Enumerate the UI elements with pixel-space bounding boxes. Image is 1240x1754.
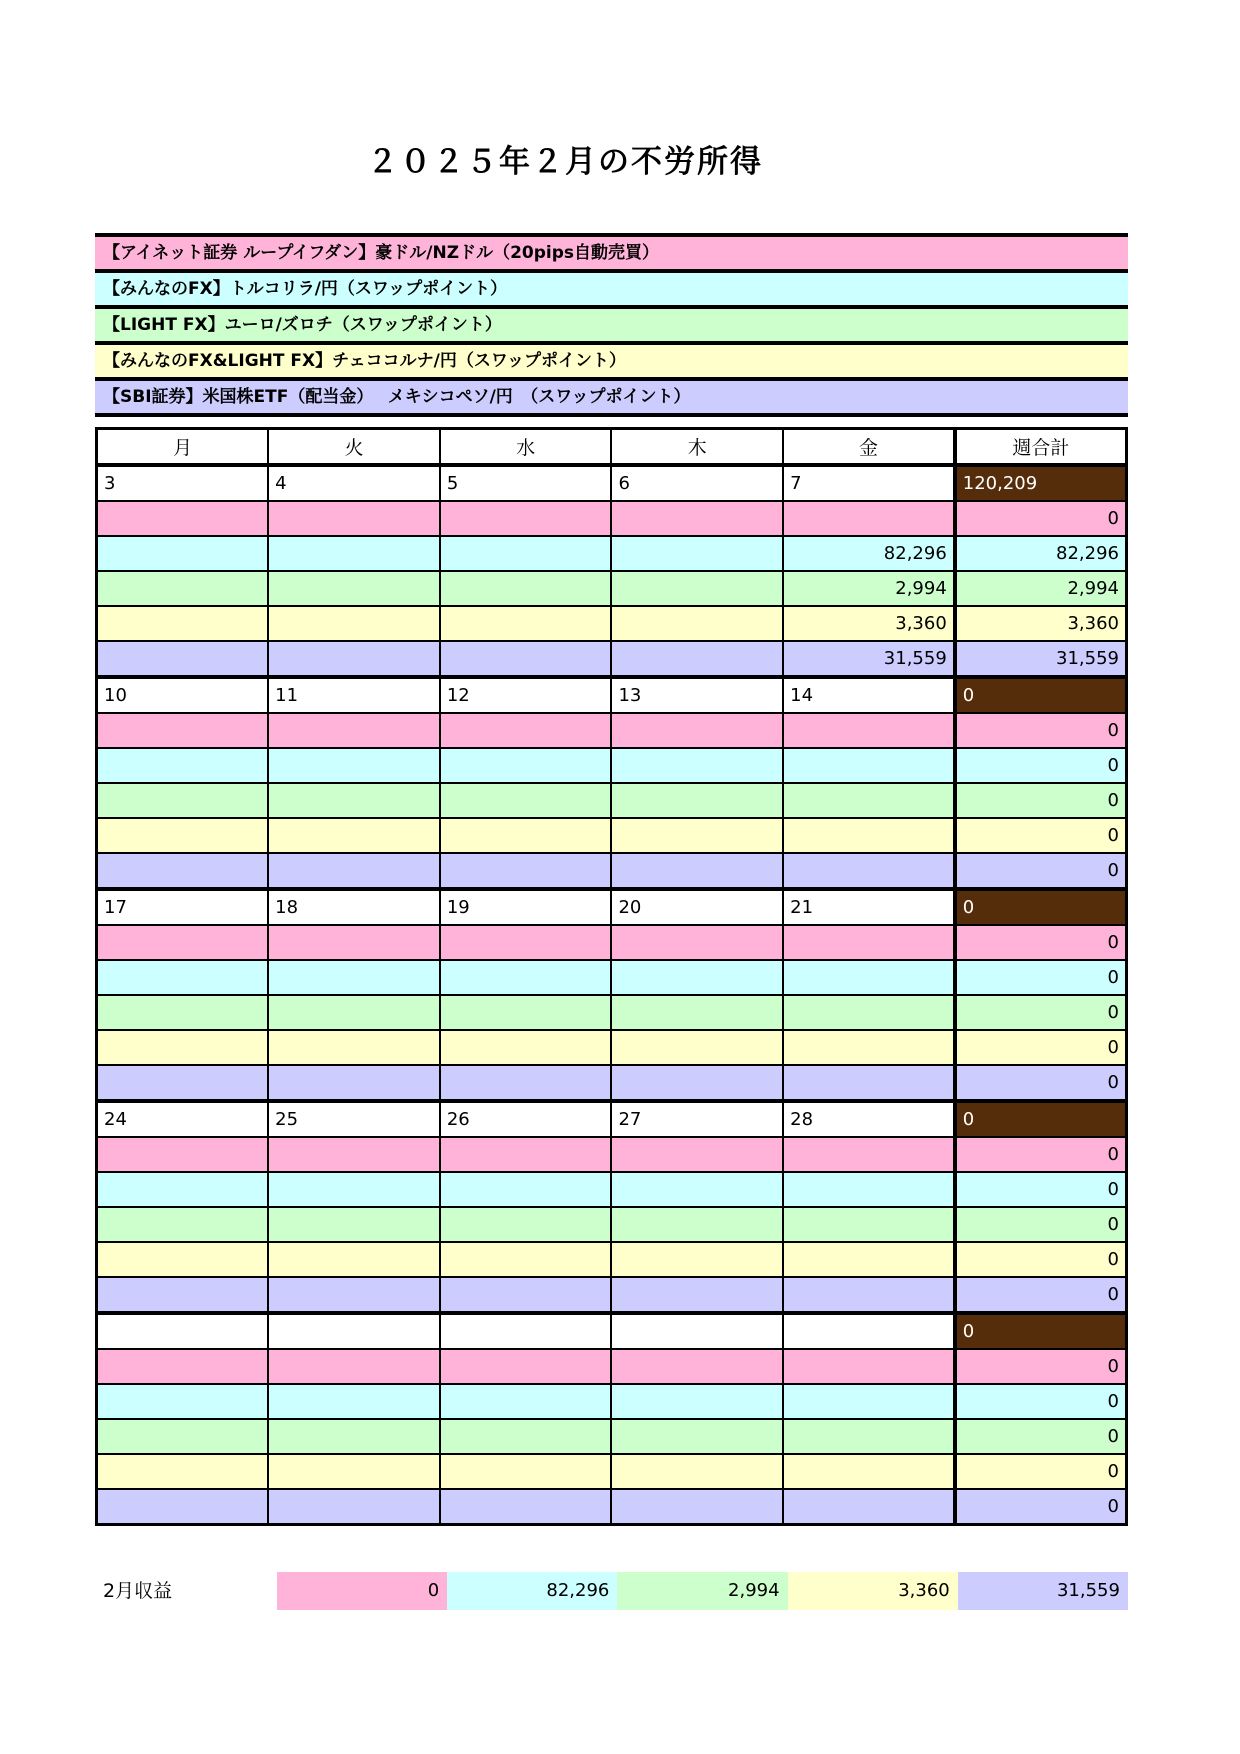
- green-week-total-cell: 0: [955, 1207, 1127, 1242]
- purple-value-cell: [97, 853, 269, 889]
- yellow-value-cell: [440, 1242, 612, 1277]
- pink-value-cell: [97, 713, 269, 748]
- cyan-value-cell: [611, 1384, 783, 1419]
- week-3-purple-row: [97, 1065, 1127, 1101]
- week-4-cyan-row: [97, 1172, 1127, 1207]
- yellow-week-total-cell: 0: [955, 1454, 1127, 1489]
- day-cell: 6: [611, 465, 783, 501]
- legend-item-cyan: 【みんなのFX】トルコリラ/円（スワップポイント）: [95, 273, 1128, 309]
- purple-value-cell: [783, 1489, 955, 1525]
- pink-value-cell: [268, 501, 440, 536]
- yellow-week-total-cell: 0: [955, 1030, 1127, 1065]
- yellow-value-cell: [783, 1454, 955, 1489]
- cyan-value-cell: [783, 1384, 955, 1419]
- green-value-cell: [97, 1207, 269, 1242]
- day-cell: 7: [783, 465, 955, 501]
- day-cell: [783, 1313, 955, 1349]
- green-week-total-cell: 0: [955, 995, 1127, 1030]
- purple-value-cell: [440, 853, 612, 889]
- pink-value-cell: [783, 925, 955, 960]
- purple-value-cell: 31,559: [783, 641, 955, 677]
- green-value-cell: [440, 571, 612, 606]
- week-1-cyan-row: [97, 536, 1127, 571]
- pink-value-cell: [611, 501, 783, 536]
- day-cell: [97, 1313, 269, 1349]
- week-1-green-row: [97, 571, 1127, 606]
- day-cell: 14: [783, 677, 955, 713]
- week-total-header: 週合計: [955, 429, 1127, 466]
- calendar-header-row: [97, 429, 1127, 466]
- cyan-value-cell: [268, 1384, 440, 1419]
- week-4-purple-row: [97, 1277, 1127, 1313]
- pink-week-total-cell: 0: [955, 925, 1127, 960]
- day-cell: [440, 1313, 612, 1349]
- week-3-cyan-row: [97, 960, 1127, 995]
- pink-value-cell: [97, 501, 269, 536]
- pink-value-cell: [268, 713, 440, 748]
- page-title: ２０２５年２月の不労所得: [367, 144, 763, 180]
- yellow-value-cell: 3,360: [783, 606, 955, 641]
- week-1-yellow-row: [97, 606, 1127, 641]
- cyan-value-cell: [611, 1172, 783, 1207]
- pink-value-cell: [268, 1137, 440, 1172]
- cyan-value-cell: [440, 960, 612, 995]
- cyan-value-cell: [97, 1384, 269, 1419]
- green-value-cell: [611, 1207, 783, 1242]
- purple-value-cell: [611, 853, 783, 889]
- cyan-value-cell: [97, 960, 269, 995]
- monthly-total-yellow: 3,360: [788, 1572, 958, 1610]
- purple-value-cell: [783, 1277, 955, 1313]
- cyan-value-cell: [97, 748, 269, 783]
- purple-value-cell: [97, 1065, 269, 1101]
- day-cell: 12: [440, 677, 612, 713]
- green-value-cell: [268, 783, 440, 818]
- green-value-cell: [97, 571, 269, 606]
- green-value-cell: [611, 1419, 783, 1454]
- yellow-value-cell: [268, 1454, 440, 1489]
- week-1-pink-row: [97, 501, 1127, 536]
- monthly-summary-row: [95, 1572, 1128, 1610]
- day-header: 木: [611, 429, 783, 466]
- cyan-value-cell: [440, 536, 612, 571]
- green-value-cell: [611, 571, 783, 606]
- week-4-day-row: [97, 1101, 1127, 1137]
- week-2-purple-row: [97, 853, 1127, 889]
- day-header: 水: [440, 429, 612, 466]
- day-cell: 10: [97, 677, 269, 713]
- day-cell: 26: [440, 1101, 612, 1137]
- week-5-purple-row: [97, 1489, 1127, 1525]
- pink-week-total-cell: 0: [955, 501, 1127, 536]
- cyan-week-total-cell: 0: [955, 1384, 1127, 1419]
- cyan-value-cell: 82,296: [783, 536, 955, 571]
- yellow-value-cell: [611, 1030, 783, 1065]
- yellow-value-cell: [783, 1242, 955, 1277]
- yellow-week-total-cell: 0: [955, 818, 1127, 853]
- yellow-value-cell: [440, 1030, 612, 1065]
- day-cell: 18: [268, 889, 440, 925]
- monthly-summary-label: 2月収益: [103, 1580, 173, 1602]
- pink-value-cell: [268, 925, 440, 960]
- green-value-cell: [268, 1207, 440, 1242]
- pink-value-cell: [783, 501, 955, 536]
- week-2-yellow-row: [97, 818, 1127, 853]
- yellow-value-cell: [97, 1242, 269, 1277]
- cyan-value-cell: [611, 960, 783, 995]
- purple-value-cell: [783, 853, 955, 889]
- purple-value-cell: [268, 641, 440, 677]
- green-value-cell: [268, 995, 440, 1030]
- yellow-value-cell: [97, 1030, 269, 1065]
- yellow-value-cell: [611, 1454, 783, 1489]
- purple-value-cell: [783, 1065, 955, 1101]
- green-value-cell: [97, 995, 269, 1030]
- day-cell: 3: [97, 465, 269, 501]
- green-value-cell: [440, 1419, 612, 1454]
- week-1-purple-row: [97, 641, 1127, 677]
- yellow-value-cell: [268, 818, 440, 853]
- pink-value-cell: [783, 1349, 955, 1384]
- yellow-value-cell: [440, 606, 612, 641]
- purple-value-cell: [97, 1277, 269, 1313]
- week-5-cyan-row: [97, 1384, 1127, 1419]
- week-3-green-row: [97, 995, 1127, 1030]
- week-total-cell: 0: [955, 889, 1127, 925]
- week-3-day-row: [97, 889, 1127, 925]
- day-cell: 24: [97, 1101, 269, 1137]
- green-value-cell: [783, 783, 955, 818]
- green-value-cell: 2,994: [783, 571, 955, 606]
- cyan-week-total-cell: 0: [955, 748, 1127, 783]
- day-cell: 27: [611, 1101, 783, 1137]
- green-value-cell: [783, 995, 955, 1030]
- green-value-cell: [783, 1207, 955, 1242]
- week-5-green-row: [97, 1419, 1127, 1454]
- day-cell: [268, 1313, 440, 1349]
- yellow-value-cell: [97, 818, 269, 853]
- cyan-week-total-cell: 0: [955, 960, 1127, 995]
- day-cell: 19: [440, 889, 612, 925]
- calendar-header: [97, 429, 1127, 466]
- yellow-value-cell: [97, 606, 269, 641]
- green-value-cell: [268, 1419, 440, 1454]
- day-header: 火: [268, 429, 440, 466]
- yellow-value-cell: [611, 818, 783, 853]
- week-2-cyan-row: [97, 748, 1127, 783]
- yellow-value-cell: [783, 818, 955, 853]
- day-cell: 13: [611, 677, 783, 713]
- green-value-cell: [440, 995, 612, 1030]
- calendar-body: [97, 465, 1127, 1525]
- day-cell: 17: [97, 889, 269, 925]
- yellow-value-cell: [268, 1242, 440, 1277]
- purple-value-cell: [611, 1065, 783, 1101]
- pink-week-total-cell: 0: [955, 1349, 1127, 1384]
- green-value-cell: [611, 995, 783, 1030]
- pink-value-cell: [611, 713, 783, 748]
- week-1-day-row: [97, 465, 1127, 501]
- cyan-value-cell: [783, 1172, 955, 1207]
- cyan-value-cell: [611, 748, 783, 783]
- yellow-week-total-cell: 3,360: [955, 606, 1127, 641]
- purple-value-cell: [268, 1277, 440, 1313]
- monthly-total-green: 2,994: [617, 1572, 787, 1610]
- green-value-cell: [440, 1207, 612, 1242]
- green-week-total-cell: 0: [955, 783, 1127, 818]
- cyan-value-cell: [783, 960, 955, 995]
- day-cell: 4: [268, 465, 440, 501]
- purple-value-cell: [611, 1489, 783, 1525]
- cyan-value-cell: [440, 1384, 612, 1419]
- day-cell: 11: [268, 677, 440, 713]
- cyan-value-cell: [783, 748, 955, 783]
- purple-value-cell: [611, 1277, 783, 1313]
- week-total-cell: 0: [955, 1313, 1127, 1349]
- purple-value-cell: [440, 641, 612, 677]
- week-total-cell: 0: [955, 677, 1127, 713]
- green-value-cell: [97, 1419, 269, 1454]
- monthly-total-pink: 0: [277, 1572, 447, 1610]
- pink-value-cell: [440, 501, 612, 536]
- pink-value-cell: [97, 1349, 269, 1384]
- week-5-day-row: [97, 1313, 1127, 1349]
- day-header: 月: [97, 429, 269, 466]
- week-3-pink-row: [97, 925, 1127, 960]
- week-total-cell: 120,209: [955, 465, 1127, 501]
- cyan-week-total-cell: 0: [955, 1172, 1127, 1207]
- legend: [95, 233, 1128, 417]
- cyan-value-cell: [268, 748, 440, 783]
- green-value-cell: [97, 783, 269, 818]
- purple-value-cell: [440, 1489, 612, 1525]
- week-4-yellow-row: [97, 1242, 1127, 1277]
- legend-item-green: 【LIGHT FX】ユーロ/ズロチ（スワップポイント）: [95, 309, 1128, 345]
- day-cell: 5: [440, 465, 612, 501]
- green-value-cell: [783, 1419, 955, 1454]
- purple-value-cell: [268, 1489, 440, 1525]
- purple-week-total-cell: 0: [955, 1065, 1127, 1101]
- yellow-value-cell: [440, 1454, 612, 1489]
- monthly-total-cyan: 82,296: [447, 1572, 617, 1610]
- purple-value-cell: [97, 641, 269, 677]
- yellow-week-total-cell: 0: [955, 1242, 1127, 1277]
- green-value-cell: [268, 571, 440, 606]
- green-value-cell: [611, 783, 783, 818]
- day-header: 金: [783, 429, 955, 466]
- week-2-day-row: [97, 677, 1127, 713]
- week-4-green-row: [97, 1207, 1127, 1242]
- day-cell: 21: [783, 889, 955, 925]
- monthly-total-purple: 31,559: [958, 1572, 1128, 1610]
- purple-week-total-cell: 31,559: [955, 641, 1127, 677]
- day-cell: 28: [783, 1101, 955, 1137]
- week-3-yellow-row: [97, 1030, 1127, 1065]
- purple-week-total-cell: 0: [955, 853, 1127, 889]
- pink-value-cell: [611, 1349, 783, 1384]
- cyan-value-cell: [440, 748, 612, 783]
- yellow-value-cell: [440, 818, 612, 853]
- yellow-value-cell: [611, 606, 783, 641]
- cyan-value-cell: [268, 960, 440, 995]
- day-cell: [611, 1313, 783, 1349]
- pink-value-cell: [783, 713, 955, 748]
- purple-week-total-cell: 0: [955, 1489, 1127, 1525]
- purple-value-cell: [97, 1489, 269, 1525]
- pink-value-cell: [440, 925, 612, 960]
- week-4-pink-row: [97, 1137, 1127, 1172]
- yellow-value-cell: [783, 1030, 955, 1065]
- green-week-total-cell: 2,994: [955, 571, 1127, 606]
- yellow-value-cell: [268, 1030, 440, 1065]
- yellow-value-cell: [611, 1242, 783, 1277]
- day-cell: 25: [268, 1101, 440, 1137]
- pink-week-total-cell: 0: [955, 713, 1127, 748]
- pink-week-total-cell: 0: [955, 1137, 1127, 1172]
- day-cell: 20: [611, 889, 783, 925]
- purple-value-cell: [440, 1065, 612, 1101]
- yellow-value-cell: [268, 606, 440, 641]
- week-5-pink-row: [97, 1349, 1127, 1384]
- green-value-cell: [440, 783, 612, 818]
- yellow-value-cell: [97, 1454, 269, 1489]
- week-2-green-row: [97, 783, 1127, 818]
- pink-value-cell: [611, 1137, 783, 1172]
- legend-item-pink: 【アイネット証券 ループイフダン】豪ドル/NZドル（20pips自動売買）: [95, 237, 1128, 273]
- pink-value-cell: [611, 925, 783, 960]
- cyan-value-cell: [97, 1172, 269, 1207]
- week-2-pink-row: [97, 713, 1127, 748]
- pink-value-cell: [440, 713, 612, 748]
- week-5-yellow-row: [97, 1454, 1127, 1489]
- pink-value-cell: [440, 1137, 612, 1172]
- pink-value-cell: [97, 1137, 269, 1172]
- cyan-week-total-cell: 82,296: [955, 536, 1127, 571]
- cyan-value-cell: [97, 536, 269, 571]
- pink-value-cell: [97, 925, 269, 960]
- cyan-value-cell: [268, 1172, 440, 1207]
- purple-week-total-cell: 0: [955, 1277, 1127, 1313]
- cyan-value-cell: [611, 536, 783, 571]
- purple-value-cell: [268, 1065, 440, 1101]
- cyan-value-cell: [268, 536, 440, 571]
- purple-value-cell: [611, 641, 783, 677]
- legend-item-purple: 【SBI証券】米国株ETF（配当金） メキシコペソ/円 （スワップポイント）: [95, 381, 1128, 417]
- cyan-value-cell: [440, 1172, 612, 1207]
- calendar-table: [95, 427, 1128, 1526]
- purple-value-cell: [268, 853, 440, 889]
- pink-value-cell: [268, 1349, 440, 1384]
- pink-value-cell: [440, 1349, 612, 1384]
- legend-item-yellow: 【みんなのFX&LIGHT FX】チェココルナ/円（スワップポイント）: [95, 345, 1128, 381]
- pink-value-cell: [783, 1137, 955, 1172]
- purple-value-cell: [440, 1277, 612, 1313]
- week-total-cell: 0: [955, 1101, 1127, 1137]
- green-week-total-cell: 0: [955, 1419, 1127, 1454]
